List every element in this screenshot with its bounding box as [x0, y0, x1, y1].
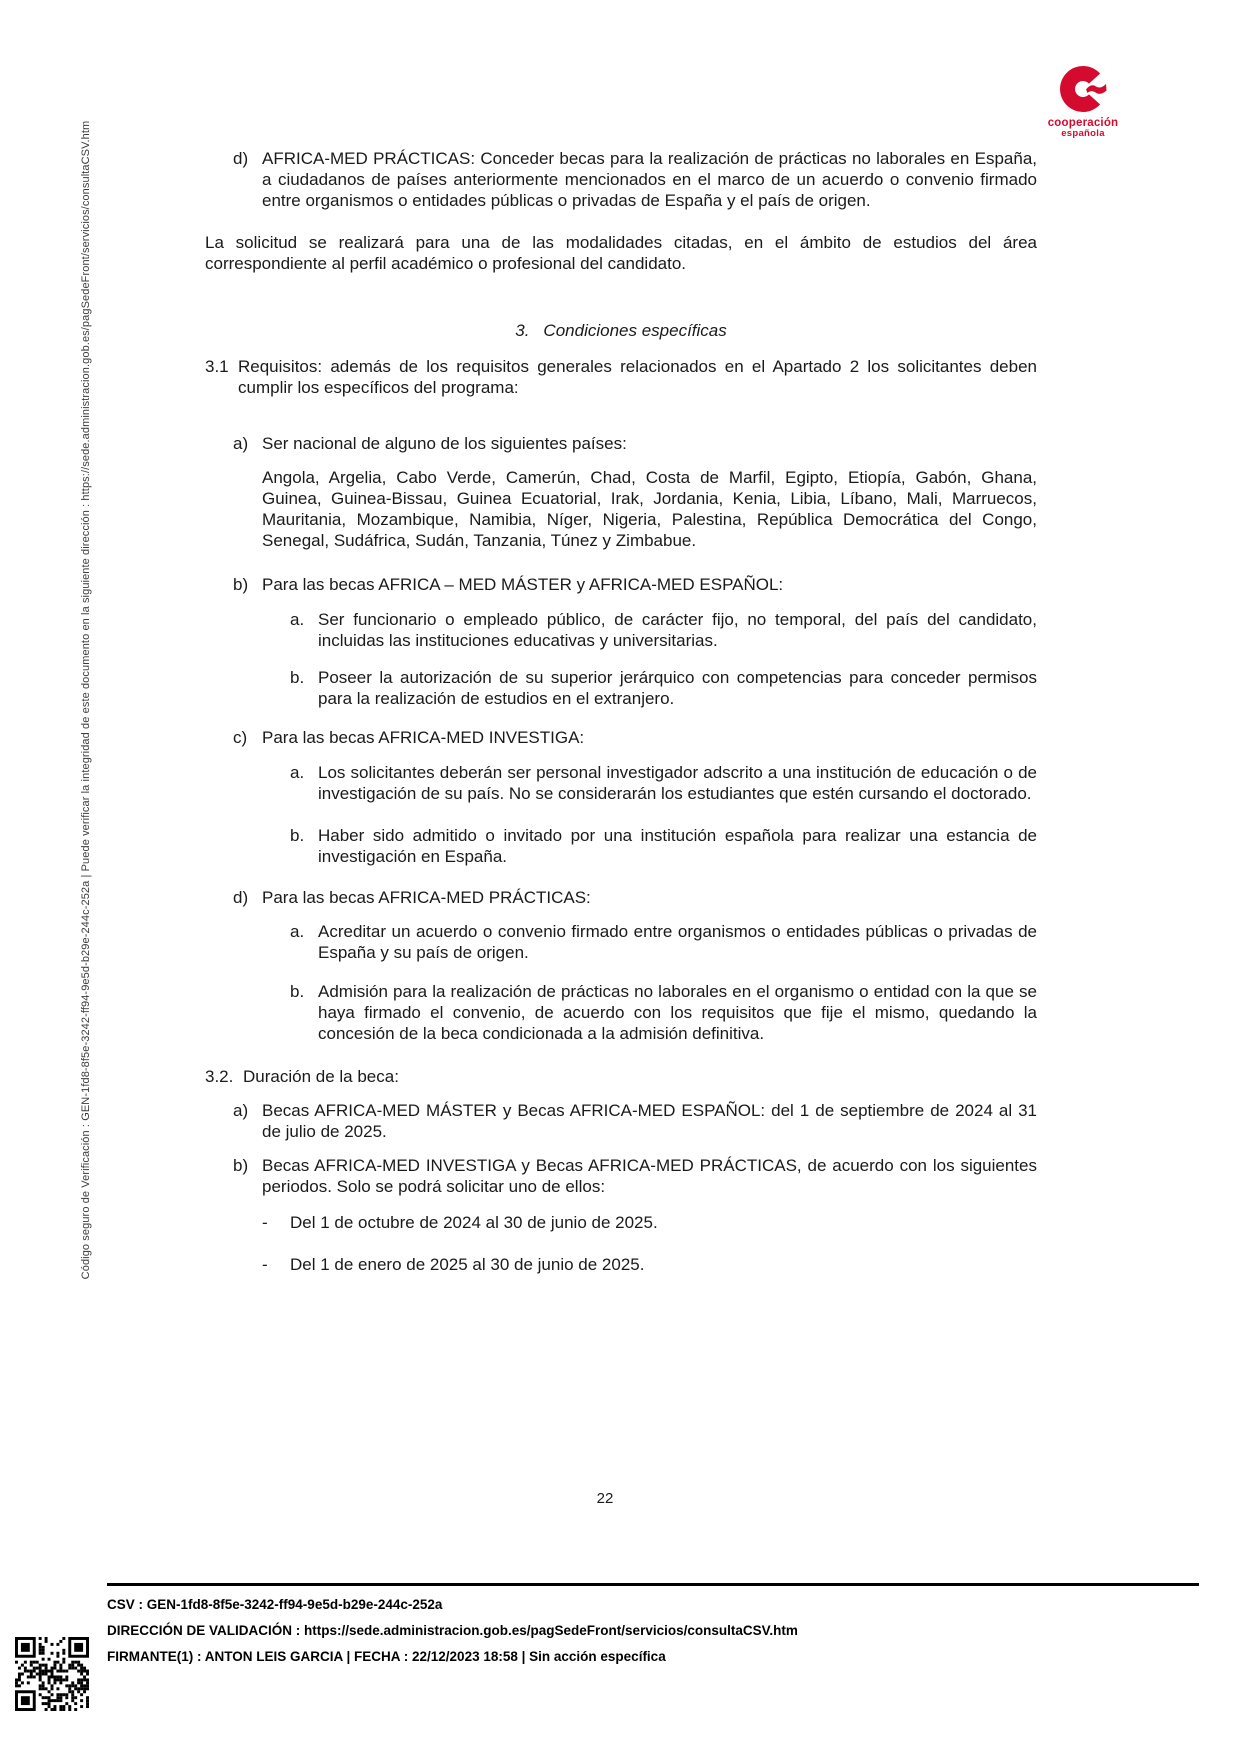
- list-item-text: Ser nacional de alguno de los siguientes países:: [262, 434, 627, 453]
- sublist-item-a-funcionario: [205, 609, 1037, 651]
- paragraph-solicitud: [205, 232, 1037, 274]
- list-item-d-africa-med-practicas: [205, 148, 1037, 211]
- list-item-text: Becas AFRICA-MED MÁSTER y Becas AFRICA-MED ESPAÑOL: del 1 de septiembre de 2024 al 31 de julio de 2025.: [262, 1101, 1037, 1141]
- list-item-d-becas-practicas: [205, 887, 1037, 908]
- section-heading-title: Condiciones específicas: [543, 321, 727, 340]
- paragraph-text: La solicitud se realizará para una de las modalidades citadas, en el ámbito de estudios del área correspondiente al perfil académico o profesional del candidato.: [205, 233, 1037, 273]
- sublist-item-label: a.: [290, 922, 305, 941]
- footer-signer-line: FIRMANTE(1) : ANTON LEIS GARCIA | FECHA : 22/12/2023 18:58 | Sin acción específica: [107, 1649, 666, 1664]
- sublist-item-a-acreditar: [205, 921, 1037, 963]
- clause-text: Requisitos: además de los requisitos generales relacionados en el Apartado 2 los solicitantes deben cumplir los específicos del programa:: [238, 357, 1037, 397]
- list-item-label: a): [233, 1101, 249, 1120]
- section-heading: [205, 320, 1037, 341]
- list-item-a-duracion-master: [205, 1100, 1037, 1142]
- list-item-text: Para las becas AFRICA-MED INVESTIGA:: [262, 728, 585, 747]
- list-item-b-duracion-investiga: [205, 1155, 1037, 1197]
- sublist-item-text: Acreditar un acuerdo o convenio firmado entre organismos o entidades públicas o privadas de España y su país de origen.: [318, 922, 1037, 962]
- dash-item-text: Del 1 de octubre de 2024 al 30 de junio de 2025.: [290, 1213, 658, 1232]
- list-item-label: d): [233, 149, 249, 168]
- dash-item-periodo-octubre: [205, 1212, 1037, 1233]
- sublist-item-text: Haber sido admitido o invitado por una institución española para realizar una estancia de investigación en España.: [318, 826, 1037, 866]
- sublist-item-b-autorizacion: [205, 667, 1037, 709]
- list-item-b-master: [205, 574, 1037, 595]
- dash-item-periodo-enero: [205, 1254, 1037, 1275]
- logo-wordmark-line2: española: [1061, 128, 1105, 140]
- qr-code: [15, 1637, 89, 1711]
- list-item-c-investiga: [205, 727, 1037, 748]
- paragraph-paises: [205, 467, 1037, 551]
- sublist-item-label: a.: [290, 763, 305, 782]
- sublist-item-text: Poseer la autorización de su superior jerárquico con competencias para conceder permisos para la realización de estudios en el extranjero.: [318, 668, 1037, 708]
- sublist-item-b-admitido: [205, 825, 1037, 867]
- sublist-item-text: Ser funcionario o empleado público, de carácter fijo, no temporal, del país del candidato, incluidas las instituciones educativas y universitarias.: [318, 610, 1037, 650]
- sublist-item-label: b.: [290, 982, 305, 1001]
- clause-3-1: [205, 356, 1037, 398]
- list-item-label: a): [233, 434, 249, 453]
- footer-validation-url-line: DIRECCIÓN DE VALIDACIÓN : https://sede.administracion.gob.es/pagSedeFront/servicios/consultaCSV.htm: [107, 1623, 798, 1638]
- list-item-label: c): [233, 728, 248, 747]
- cooperacion-logo-icon: [1038, 64, 1128, 114]
- list-item-text: AFRICA-MED PRÁCTICAS: Conceder becas para la realización de prácticas no laborales en España, a ciudadanos de países anteriormente mencionados en el marco de un acuerdo o convenio firmado entre organismos o entidades públicas o privadas de España y el país de origen.: [262, 149, 1037, 210]
- sublist-item-label: a.: [290, 610, 305, 629]
- clause-3-2: [205, 1066, 1037, 1087]
- footer-validation-block: [107, 1592, 1167, 1670]
- footer-divider: [107, 1583, 1199, 1586]
- sublist-item-label: b.: [290, 668, 305, 687]
- dash-item-text: Del 1 de enero de 2025 al 30 de junio de 2025.: [290, 1255, 645, 1274]
- list-item-text: Para las becas AFRICA-MED PRÁCTICAS:: [262, 888, 591, 907]
- clause-label: 3.1: [205, 357, 229, 376]
- sublist-item-text: Admisión para la realización de prácticas no laborales en el organismo o entidad con la que se haya firmado el convenio, de acuerdo con los requisitos que fije el mismo, quedando la concesión de la beca condicionada a la admisión definitiva.: [318, 982, 1037, 1043]
- clause-text: Duración de la beca:: [243, 1067, 399, 1086]
- page-number: 22: [596, 1490, 614, 1507]
- clause-label: 3.2.: [205, 1067, 234, 1086]
- list-item-label: b): [233, 575, 249, 594]
- dash-item-label: -: [262, 1255, 268, 1274]
- sublist-item-text: Los solicitantes deberán ser personal investigador adscrito a una institución de educación o de investigación de su país. No se considerarán los estudiantes que estén cursando el doctorado.: [318, 763, 1037, 803]
- dash-item-label: -: [262, 1213, 268, 1232]
- logo-wordmark-line1: cooperación: [1047, 117, 1119, 129]
- list-item-text: Becas AFRICA-MED INVESTIGA y Becas AFRICA-MED PRÁCTICAS, de acuerdo con los siguientes periodos. Solo se podrá solicitar uno de ellos:: [262, 1156, 1037, 1196]
- csv-vertical-text: Código seguro de Verificación : GEN-1fd8-8f5e-3242-ff94-9e5d-b29e-244c-252a | Puede verificar la integridad de este documento en la siguiente dirección : https://sede.administracion.gob.es/pagSedeFront/servicios/consultaCSV.htm: [80, 120, 92, 1280]
- list-item-text: Para las becas AFRICA – MED MÁSTER y AFRICA-MED ESPAÑOL:: [262, 575, 784, 594]
- list-item-label: b): [233, 1156, 249, 1175]
- paragraph-text: Angola, Argelia, Cabo Verde, Camerún, Chad, Costa de Marfil, Egipto, Etiopía, Gabón, Ghana, Guinea, Guinea-Bissau, Guinea Ecuatorial, Irak, Jordania, Kenia, Libia, Líbano, Mali, Marruecos, Mauritania, Mozambique, Namibia, Níger, Nigeria, Palestina, República Democrática del Congo, Senegal, Sudáfrica, Sudán, Tanzania, Túnez y Zimbabue.: [262, 468, 1037, 550]
- list-item-label: d): [233, 888, 249, 907]
- sublist-item-b-admision: [205, 981, 1037, 1044]
- footer-csv-line: CSV : GEN-1fd8-8f5e-3242-ff94-9e5d-b29e-244c-252a: [107, 1597, 443, 1612]
- section-heading-number: 3.: [515, 321, 530, 340]
- sublist-item-label: b.: [290, 826, 305, 845]
- sublist-item-a-solicitantes: [205, 762, 1037, 804]
- cooperacion-espanola-logo: [1038, 64, 1128, 139]
- list-item-a-nacional: [205, 433, 1037, 454]
- document-body: [205, 148, 1037, 1275]
